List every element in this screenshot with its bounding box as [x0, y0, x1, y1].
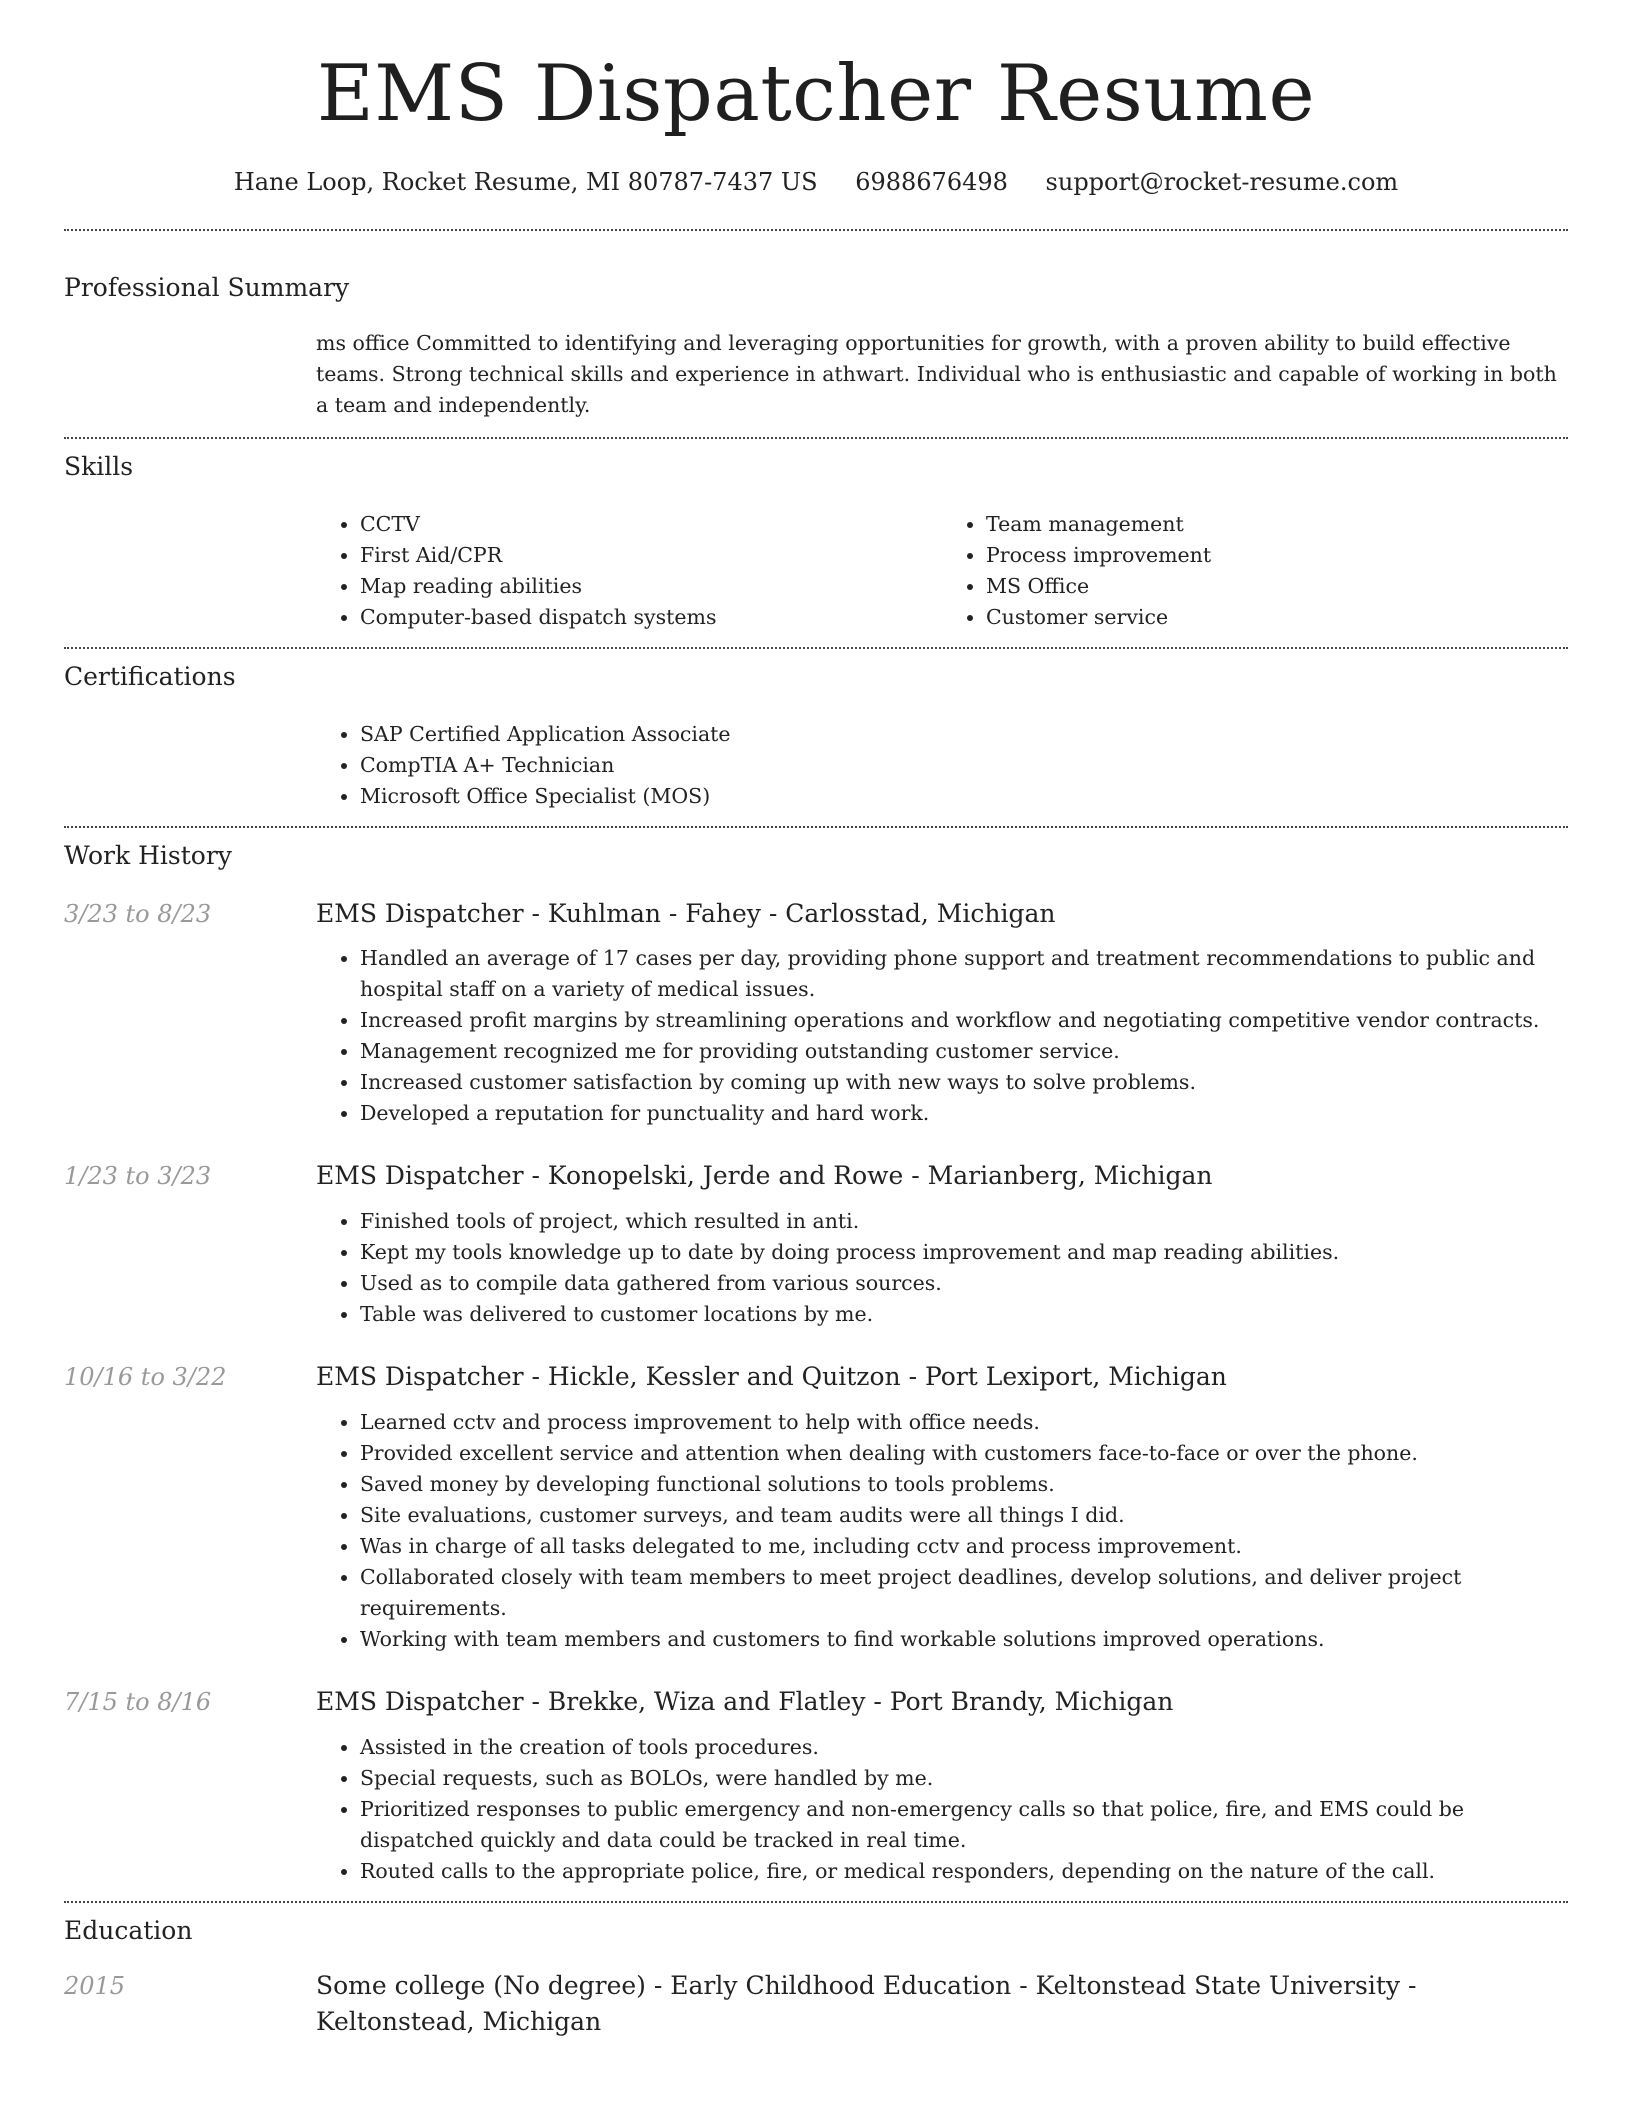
certifications-section [64, 662, 1568, 812]
job-title: EMS Dispatcher - Kuhlman - Fahey - Carlosstad, Michigan [316, 898, 1056, 928]
list-item: • Map reading abilities [360, 571, 942, 602]
list-item: • MS Office [986, 571, 1568, 602]
job-dates: 3/23 to 8/23 [64, 899, 212, 928]
list-item: • Site evaluations, customer surveys, and team audits were all things I did. [360, 1500, 1568, 1531]
list-item: • Working with team members and customers to find workable solutions improved operations. [360, 1624, 1568, 1655]
job-title: EMS Dispatcher - Hickle, Kessler and Quitzon - Port Lexiport, Michigan [316, 1362, 1227, 1392]
list-item: • Provided excellent service and attention when dealing with customers face-to-face or over the phone. [360, 1438, 1568, 1469]
list-item: • Handled an average of 17 cases per day, providing phone support and treatment recommendations to public and hospital staff on a variety of medical issues. [360, 943, 1568, 1005]
skills-list-right [942, 509, 1568, 633]
job-entry [64, 1360, 1568, 1655]
list-item: • Increased customer satisfaction by coming up with new ways to solve problems. [360, 1067, 1568, 1098]
summary-section [64, 273, 1568, 421]
skills-section [64, 452, 1568, 633]
job-header [64, 1360, 1568, 1394]
resume-title: EMS Dispatcher Resume [316, 49, 1316, 139]
job-entry [64, 1685, 1568, 1887]
education-title: Some college (No degree) - Early Childhood Education - Keltonstead State University - Keltonstead, Michigan [316, 1970, 1417, 2036]
section-title-skills: Skills [64, 451, 134, 481]
skills-list-left [316, 509, 942, 633]
job-bullets [316, 1206, 1568, 1330]
list-item: • Computer-based dispatch systems [360, 602, 942, 633]
list-item: • Saved money by developing functional solutions to tools problems. [360, 1469, 1568, 1500]
list-item: • Developed a reputation for punctuality and hard work. [360, 1098, 1568, 1129]
list-item: • CompTIA A+ Technician [360, 750, 1568, 781]
list-item: • Was in charge of all tasks delegated to me, including cctv and process improvement. [360, 1531, 1568, 1562]
education-year: 2015 [64, 1971, 126, 2000]
job-bullet-list [316, 943, 1568, 1129]
list-item: • Team management [986, 509, 1568, 540]
list-item: • CCTV [360, 509, 942, 540]
certifications-body [316, 719, 1568, 812]
list-item: • Assisted in the creation of tools procedures. [360, 1732, 1568, 1763]
list-item: • Microsoft Office Specialist (MOS) [360, 781, 1568, 812]
job-bullets [316, 1407, 1568, 1655]
list-item: • Process improvement [986, 540, 1568, 571]
section-title-summary: Professional Summary [64, 272, 350, 302]
section-title-certifications: Certifications [64, 661, 236, 691]
job-bullet-list [316, 1407, 1568, 1655]
job-entry [64, 1159, 1568, 1330]
list-item: • Finished tools of project, which resulted in anti. [360, 1206, 1568, 1237]
list-item: • Routed calls to the appropriate police, fire, or medical responders, depending on the nature of the call. [360, 1856, 1568, 1887]
skills-grid [316, 509, 1568, 633]
list-item: • Kept my tools knowledge up to date by doing process improvement and map reading abilities. [360, 1237, 1568, 1268]
divider [64, 437, 1568, 439]
list-item: • Used as to compile data gathered from various sources. [360, 1268, 1568, 1299]
education-section [64, 1916, 1568, 2040]
contact-line [64, 168, 1568, 197]
job-dates: 10/16 to 3/22 [64, 1363, 227, 1392]
list-item: • First Aid/CPR [360, 540, 942, 571]
list-item: • Table was delivered to customer locations by me. [360, 1299, 1568, 1330]
certifications-list [316, 719, 1568, 812]
list-item: • Prioritized responses to public emergency and non-emergency calls so that police, fire, and EMS could be dispatched quickly and data could be tracked in real time. [360, 1794, 1568, 1856]
list-item: • Special requests, such as BOLOs, were handled by me. [360, 1763, 1568, 1794]
job-header [64, 1159, 1568, 1193]
divider [64, 826, 1568, 828]
job-entry [64, 897, 1568, 1130]
list-item: • Collaborated closely with team members to meet project deadlines, develop solutions, and deliver project requirements. [360, 1562, 1568, 1624]
job-title: EMS Dispatcher - Brekke, Wiza and Flatley - Port Brandy, Michigan [316, 1686, 1174, 1716]
list-item: • Learned cctv and process improvement to help with office needs. [360, 1407, 1568, 1438]
section-title-education: Education [64, 1915, 193, 1945]
job-bullet-list [316, 1206, 1568, 1330]
divider [64, 647, 1568, 649]
work-history-section [64, 841, 1568, 1887]
job-header [64, 897, 1568, 931]
job-bullet-list [316, 1732, 1568, 1887]
job-bullets [316, 1732, 1568, 1887]
contact-email: support@rocket-resume.com [1045, 167, 1399, 196]
job-bullets [316, 943, 1568, 1129]
divider [64, 229, 1568, 231]
list-item: • Increased profit margins by streamlining operations and workflow and negotiating competitive vendor contracts. [360, 1005, 1568, 1036]
education-entry [64, 1968, 1568, 2040]
job-header [64, 1685, 1568, 1719]
job-dates: 7/15 to 8/16 [64, 1687, 212, 1716]
job-title: EMS Dispatcher - Konopelski, Jerde and Rowe - Marianberg, Michigan [316, 1161, 1213, 1191]
list-item: • Management recognized me for providing outstanding customer service. [360, 1036, 1568, 1067]
summary-text: ms office Committed to identifying and leveraging opportunities for growth, with a proven ability to build effective teams. Strong technical skills and experience in athwart. Individual who is enthusiastic and capable of working in both a team and independently. [316, 330, 1557, 417]
contact-address: Hane Loop, Rocket Resume, MI 80787-7437 US [233, 167, 818, 196]
job-dates: 1/23 to 3/23 [64, 1162, 212, 1191]
section-title-work-history: Work History [64, 840, 232, 870]
contact-phone: 6988676498 [855, 167, 1008, 196]
list-item: • SAP Certified Application Associate [360, 719, 1568, 750]
divider [64, 1901, 1568, 1903]
list-item: • Customer service [986, 602, 1568, 633]
